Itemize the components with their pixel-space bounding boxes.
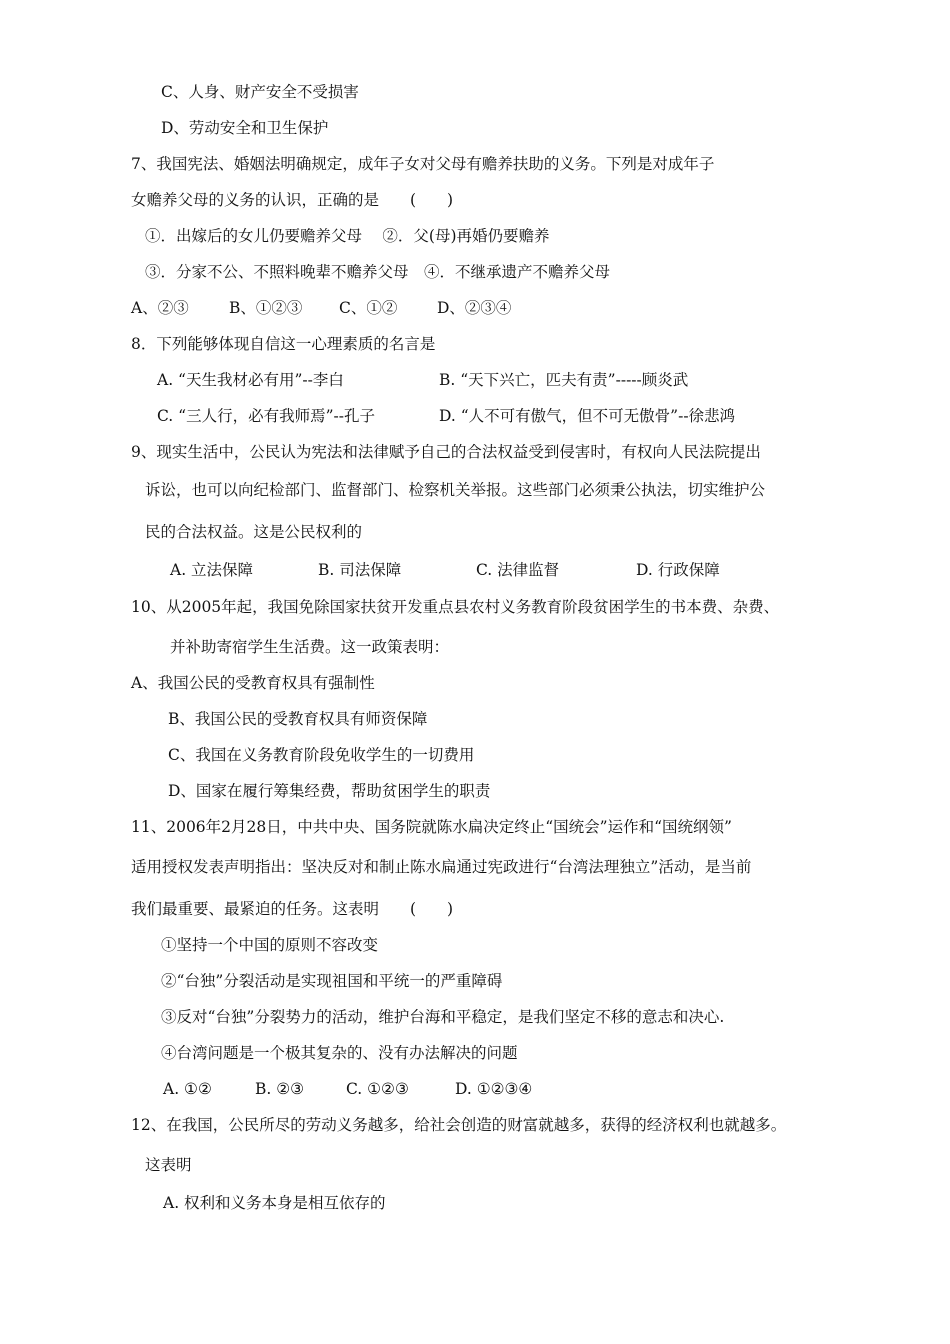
q7-option-d: D、②③④ <box>437 299 512 317</box>
q10-option-d: D、国家在履行筹集经费，帮助贫困学生的职责 <box>168 782 491 800</box>
q7-statements-line2: ③．分家不公、不照料晚辈不赡养父母 ④．不继承遗产不赡养父母 <box>145 263 611 281</box>
q11-statement-1: ①坚持一个中国的原则不容改变 <box>161 936 379 954</box>
q11-option-d: D. ①②③④ <box>455 1080 533 1098</box>
q9-option-d: D. 行政保障 <box>636 561 720 579</box>
q7-stem-line2: 女赡养父母的义务的认识，正确的是 ( ) <box>131 191 454 209</box>
q11-option-c: C. ①②③ <box>346 1080 409 1098</box>
q8-option-d: D. “人不可有傲气，但不可无傲骨”--徐悲鸿 <box>439 407 736 425</box>
q7-stem-line1: 7、我国宪法、婚姻法明确规定，成年子女对父母有赡养扶助的义务。下列是对成年子 <box>131 155 715 173</box>
q9-stem-line1: 9、现实生活中，公民认为宪法和法律赋予自己的合法权益受到侵害时，有权向人民法院提出 <box>131 443 761 461</box>
q10-stem-line1: 10、从2005年起，我国免除国家扶贫开发重点县农村义务教育阶段贫困学生的书本费、杂费、 <box>131 598 780 616</box>
q9-option-b: B. 司法保障 <box>318 561 402 579</box>
q12-stem-line2: 这表明 <box>145 1156 192 1174</box>
q11-statement-3: ③反对“台独”分裂势力的活动，维护台海和平稳定，是我们坚定不移的意志和决心. <box>161 1008 725 1026</box>
q7-option-b: B、①②③ <box>229 299 303 317</box>
q6-option-d: D、劳动安全和卫生保护 <box>161 119 329 137</box>
q11-option-a: A. ①② <box>163 1080 212 1098</box>
q8-option-b: B. “天下兴亡，匹夫有责”-----顾炎武 <box>439 371 689 389</box>
q6-option-c: C、人身、财产安全不受损害 <box>161 83 359 101</box>
q9-stem-line3: 民的合法权益。这是公民权利的 <box>145 523 363 541</box>
q11-stem-line1: 11、2006年2月28日，中共中央、国务院就陈水扁决定终止“国统会”运作和“国统纲领” <box>131 818 732 836</box>
q12-stem-line1: 12、在我国，公民所尽的劳动义务越多，给社会创造的财富就越多，获得的经济权利也就越多。 <box>131 1116 787 1134</box>
q11-statement-4: ④台湾问题是一个极其复杂的、没有办法解决的问题 <box>161 1044 518 1062</box>
q11-stem-line3: 我们最重要、最紧迫的任务。这表明 ( ) <box>131 900 454 918</box>
q10-stem-line2: 并补助寄宿学生生活费。这一政策表明： <box>170 638 450 656</box>
q8-stem: 8．下列能够体现自信这一心理素质的名言是 <box>131 335 436 353</box>
q7-statements-line1: ①．出嫁后的女儿仍要赡养父母 ②．父(母)再婚仍要赡养 <box>145 227 550 245</box>
q11-statement-2: ②“台独”分裂活动是实现祖国和平统一的严重障碍 <box>161 972 503 990</box>
q9-option-a: A. 立法保障 <box>170 561 254 579</box>
q9-option-c: C. 法律监督 <box>476 561 560 579</box>
q7-option-a: A、②③ <box>131 299 189 317</box>
q11-option-b: B. ②③ <box>255 1080 305 1098</box>
q10-option-b: B、我国公民的受教育权具有师资保障 <box>168 710 428 728</box>
q10-option-a: A、我国公民的受教育权具有强制性 <box>131 674 375 692</box>
q11-stem-line2: 适用授权发表声明指出：坚决反对和制止陈水扁通过宪政进行“台湾法理独立”活动，是当前 <box>131 858 752 876</box>
q8-option-a: A. “天生我材必有用”--李白 <box>157 371 344 389</box>
q10-option-c: C、我国在义务教育阶段免收学生的一切费用 <box>168 746 475 764</box>
q12-option-a: A. 权利和义务本身是相互依存的 <box>163 1194 386 1212</box>
q8-option-c: C. “三人行，必有我师焉”--孔子 <box>157 407 375 425</box>
q7-option-c: C、①② <box>339 299 398 317</box>
q9-stem-line2: 诉讼，也可以向纪检部门、监督部门、检察机关举报。这些部门必须秉公执法，切实维护公 <box>145 481 766 499</box>
